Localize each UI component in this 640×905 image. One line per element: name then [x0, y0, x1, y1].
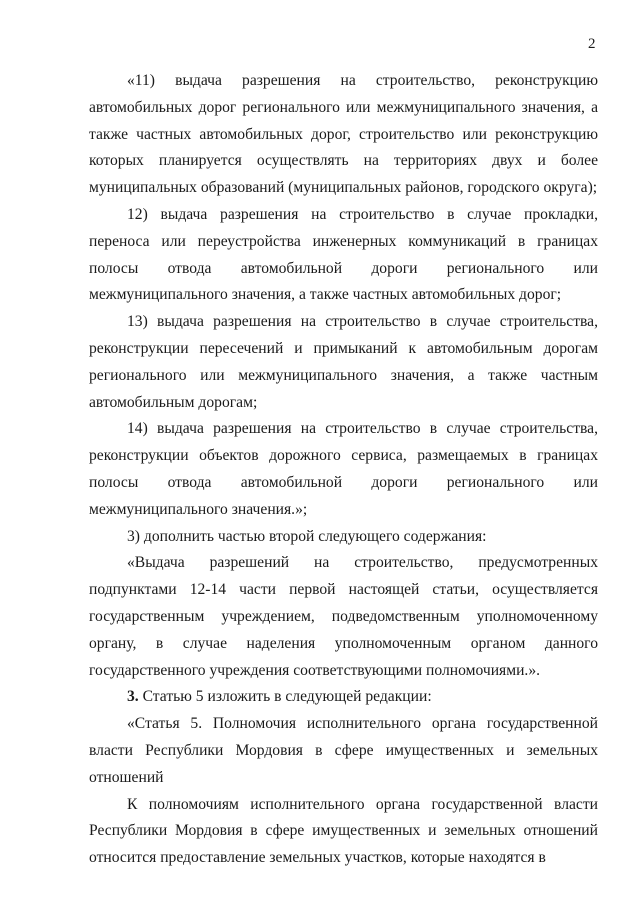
paragraph-article-5-body: К полномочиям исполнительного органа государственной власти Республики Мордовия в сфере имущественных и земельных отношений относится предоставление земельных участков, которые находятся в: [89, 795, 598, 867]
paragraph-item-12: 12) выдача разрешения на строительство в случае прокладки, переноса или переустройства инженерных коммуникаций в границах полосы отвода автомобильной дороги регионального или межмуниципального значения, а также частных автомобильных дорог;: [89, 205, 598, 304]
paragraph-item-11: «11) выдача разрешения на строительство, реконструкцию автомобильных дорог регионального или межмуниципального значения, а также частных автомобильных дорог, строительство или реконструкцию которых планируется осуществлять на территориях двух и более муниципальных образований (муниципальных районов, городского округа);: [89, 72, 598, 197]
item-3-number: 3.: [127, 688, 139, 706]
paragraph-item-13: 13) выдача разрешения на строительство в случае строительства, реконструкции пересечений и примыканий к автомобильным дорогам регионального или межмуниципального значения, а также частным автомобильным дорогам;: [89, 313, 598, 411]
paragraph-amend-3: 3) дополнить частью второй следующего содержания:: [127, 527, 487, 545]
paragraph-item-3: [89, 684, 598, 711]
paragraph-item-14: 14) выдача разрешения на строительство в случае строительства, реконструкции объектов дорожного сервиса, размещаемых в границах полосы отвода автомобильной дороги регионального или межмуниципального значения.»;: [89, 420, 598, 518]
article-5-title: «Статья 5. Полномочия исполнительного органа государственной власти Республики Мордовия в сфере имущественных и земельных отношений: [89, 715, 598, 786]
item-3-text: Статью 5 изложить в следующей редакции:: [138, 688, 432, 706]
paragraph-quote-part-two: «Выдача разрешений на строительство, предусмотренных подпунктами 12-14 части первой настоящей статьи, осуществляется государственным учреждением, подведомственным уполномоченному органу, в случае наделения уполномоченным органом данного государственного учреждения соответствующими полномочиями.».: [89, 554, 598, 679]
page-number: 2: [588, 36, 596, 52]
document-body: [89, 68, 598, 872]
